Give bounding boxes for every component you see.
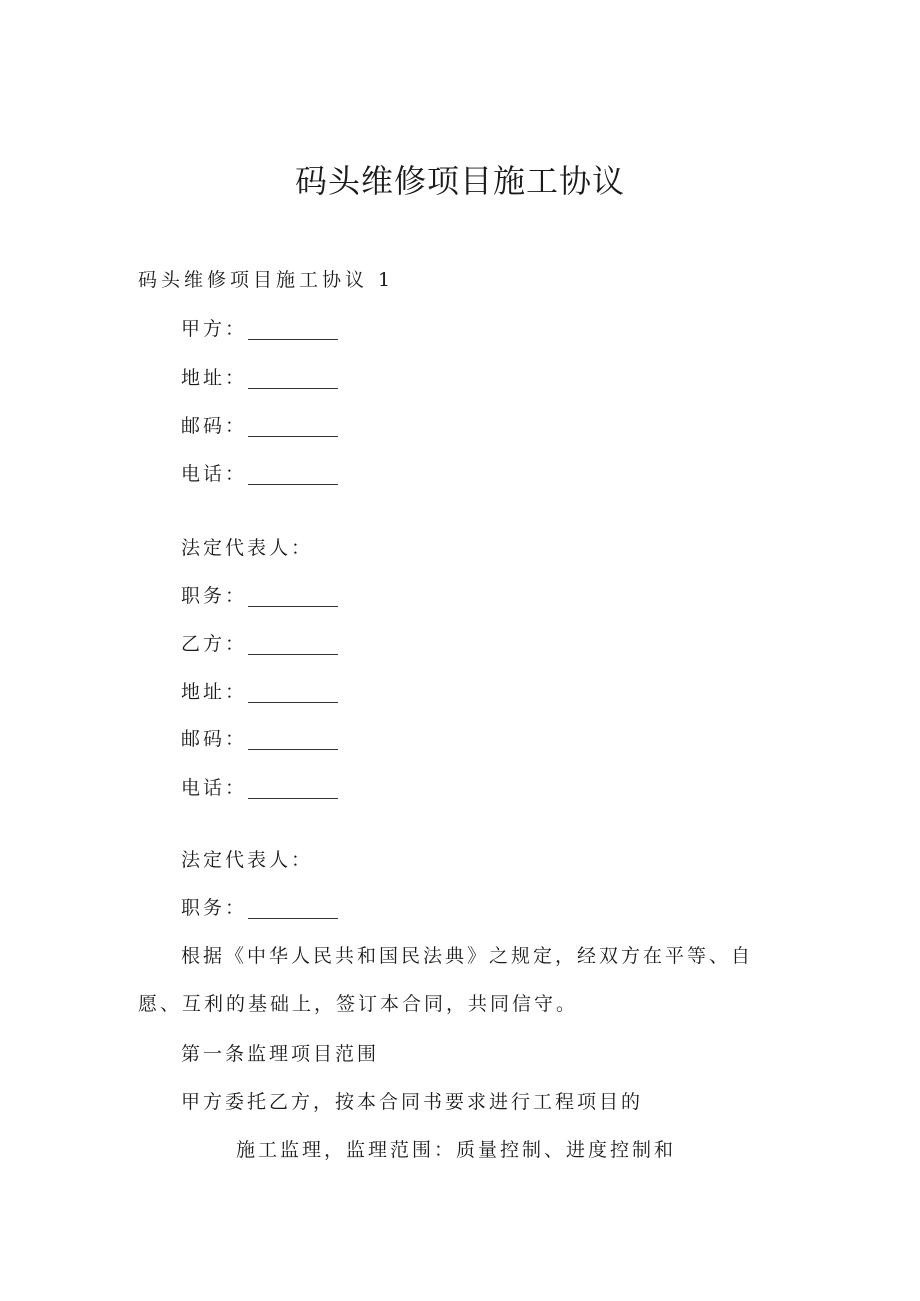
party-b-phone-label: 电话：	[181, 777, 248, 799]
party-a-position-blank	[248, 606, 338, 607]
document-title: 码头维修项目施工协议	[294, 162, 625, 200]
party-a-position-field	[181, 584, 247, 608]
party-a-phone-field	[181, 462, 247, 486]
party-a-phone-blank	[248, 484, 338, 485]
party-a-name-field	[181, 317, 247, 341]
party-b-phone-field	[181, 776, 247, 800]
party-b-legal-rep-label: 法定代表人：	[181, 849, 314, 871]
party-b-name-label: 乙方：	[181, 633, 248, 655]
party-a-phone-label: 电话：	[181, 463, 248, 485]
party-a-postcode-field	[181, 414, 247, 438]
party-b-name-field	[181, 632, 247, 656]
preamble-paragraph: 根据《中华人民共和国民法典》之规定，经双方在平等、自愿、互利的基础上，签订本合同，共同信守。	[138, 945, 754, 1015]
party-b-position-blank	[248, 918, 338, 919]
article-1-line-1: 甲方委托乙方，按本合同书要求进行工程项目的	[181, 1091, 644, 1113]
party-b-address-field	[181, 680, 247, 704]
party-a-address-blank	[248, 388, 338, 389]
party-a-name-label: 甲方：	[181, 318, 248, 340]
party-b-phone-blank	[248, 798, 338, 799]
article-1-heading: 第一条监理项目范围	[181, 1043, 380, 1065]
party-b-address-blank	[248, 702, 338, 703]
party-b-postcode-label: 邮码：	[181, 728, 248, 750]
party-a-postcode-blank	[248, 436, 338, 437]
party-b-postcode-field	[181, 727, 247, 751]
party-b-address-label: 地址：	[181, 681, 248, 703]
document-subtitle: 码头维修项目施工协议 1	[138, 269, 395, 291]
party-b-position-label: 职务：	[181, 897, 248, 919]
party-a-position-label: 职务：	[181, 585, 248, 607]
party-a-address-field	[181, 366, 247, 390]
party-b-position-field	[181, 896, 247, 920]
party-b-name-blank	[248, 654, 338, 655]
party-a-address-label: 地址：	[181, 367, 248, 389]
party-b-postcode-blank	[248, 749, 338, 750]
party-a-postcode-label: 邮码：	[181, 415, 248, 437]
party-a-legal-rep-label: 法定代表人：	[181, 537, 314, 559]
article-1-line-2: 施工监理，监理范围：质量控制、进度控制和	[236, 1139, 677, 1161]
party-a-name-blank	[248, 339, 338, 340]
